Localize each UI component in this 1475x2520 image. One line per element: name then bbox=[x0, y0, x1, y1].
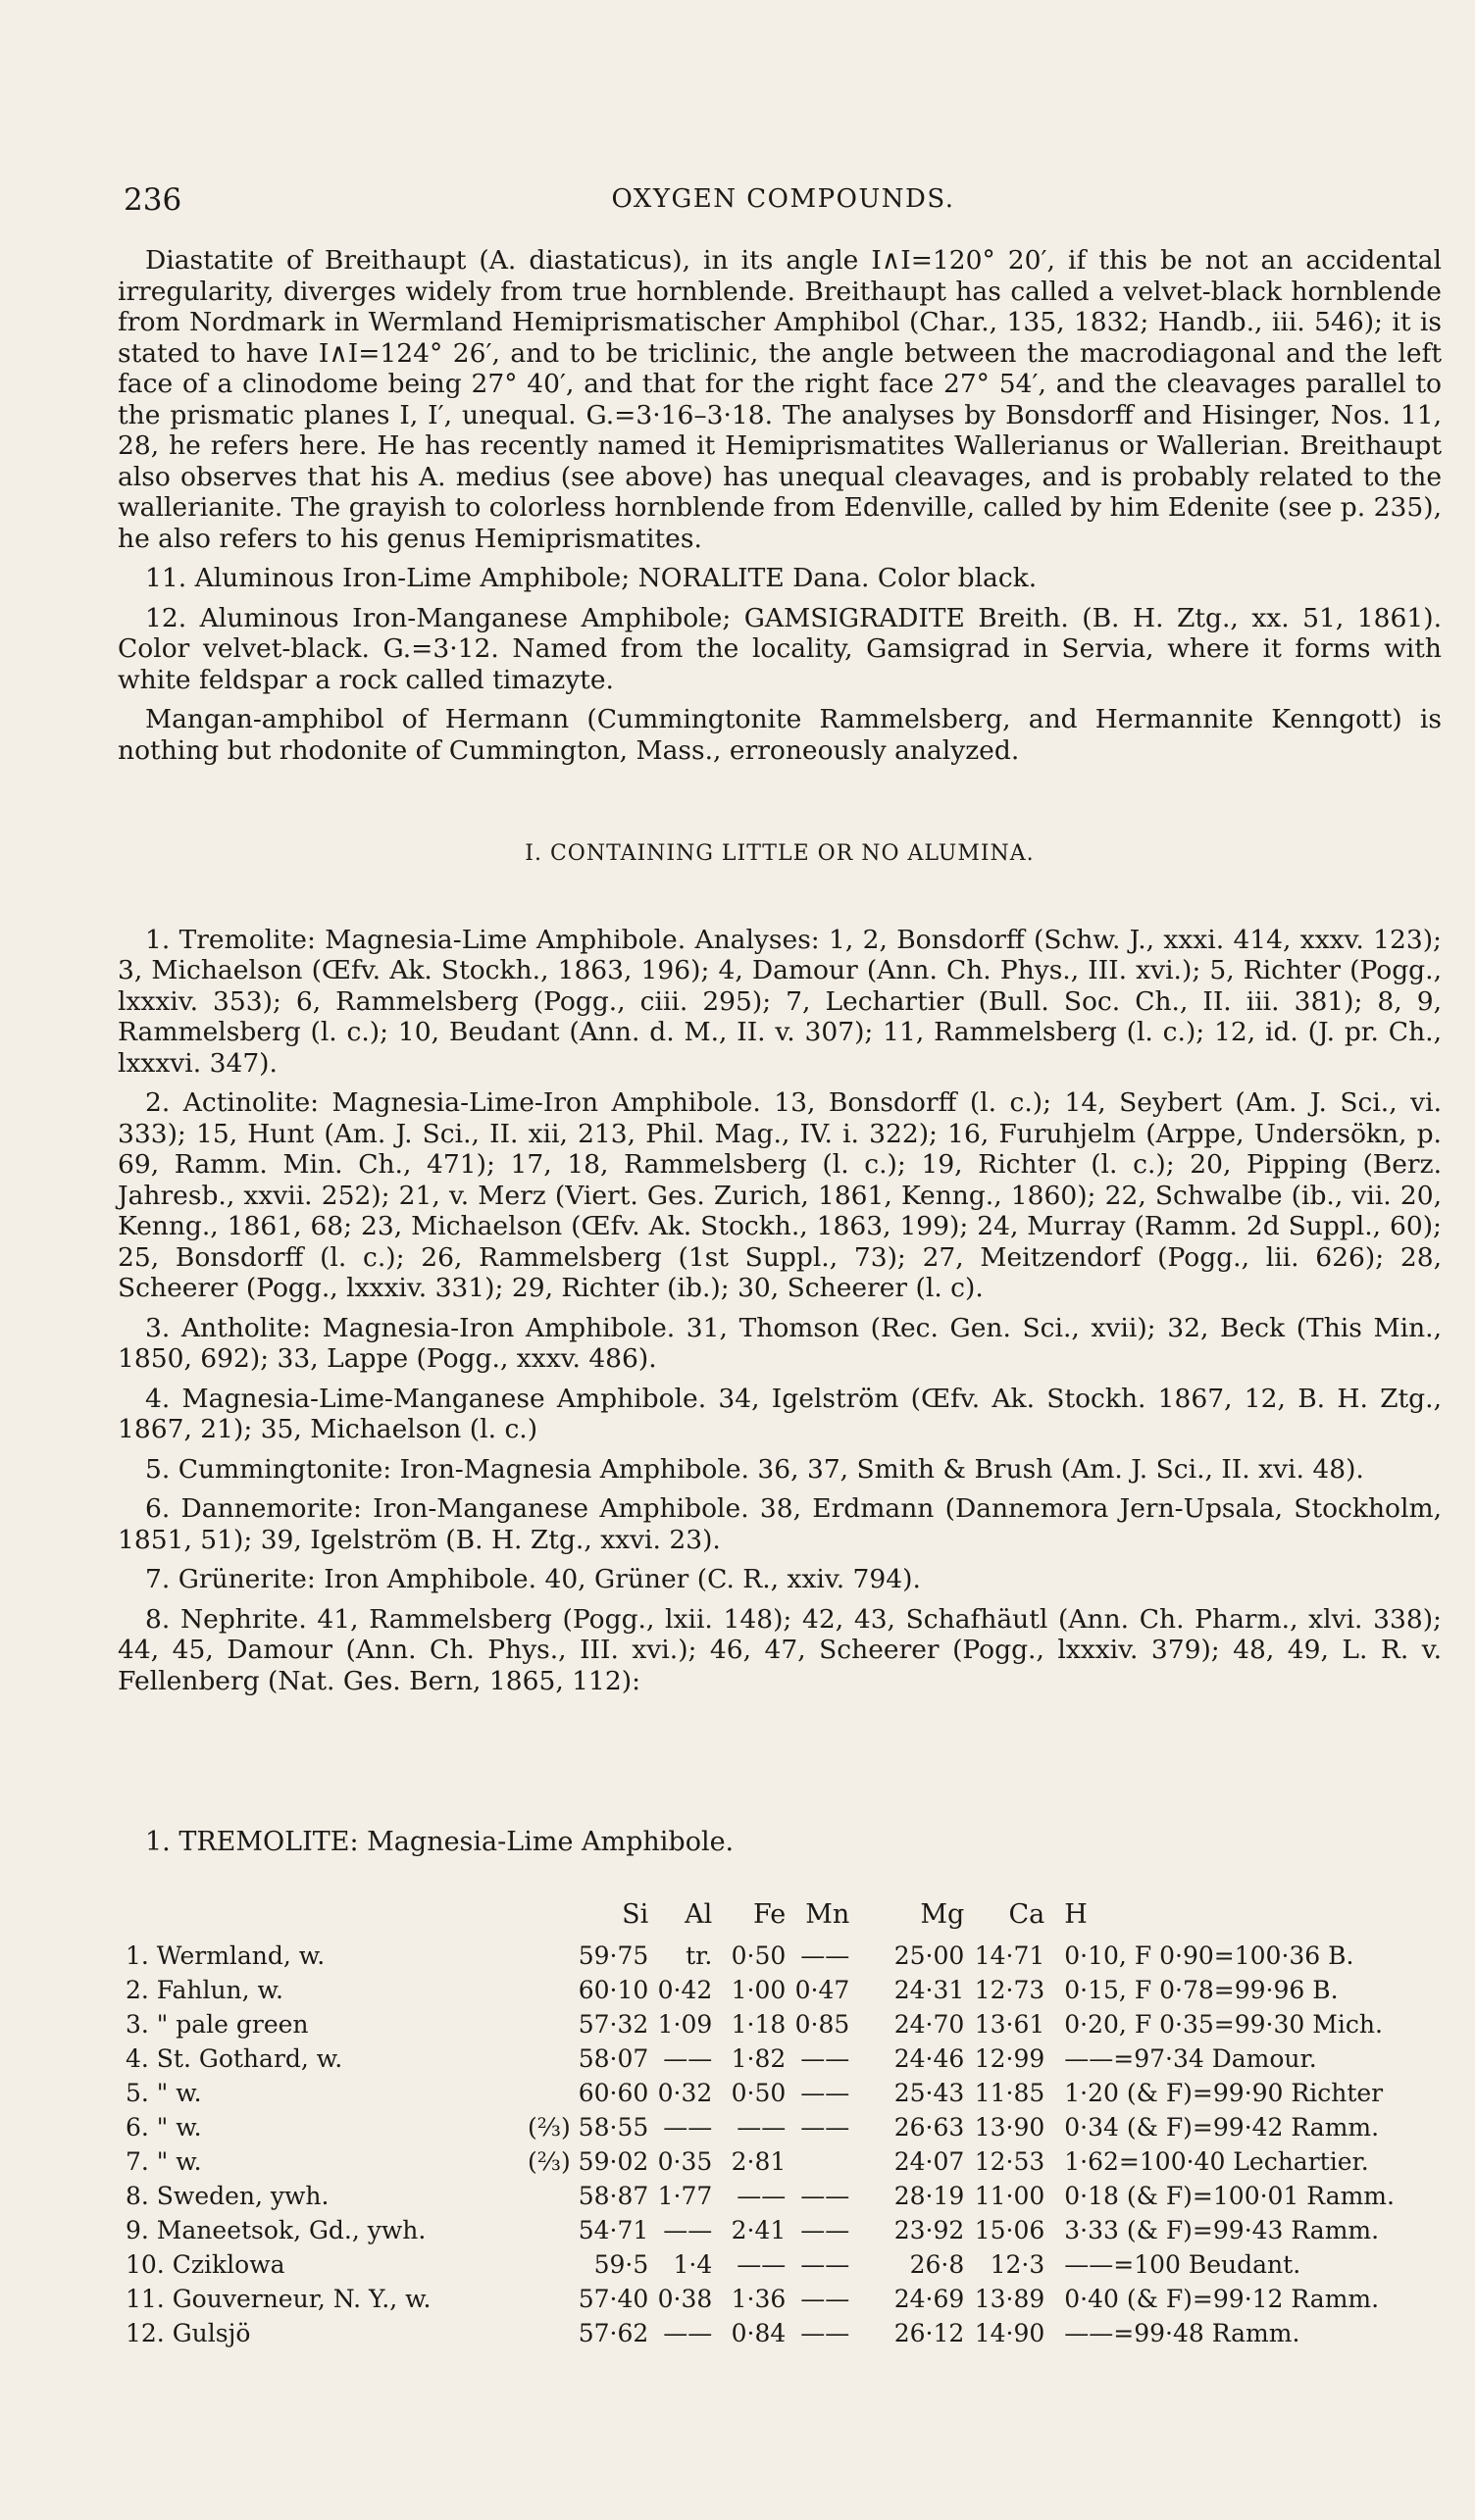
table-row bbox=[126, 2179, 1447, 2213]
table-row bbox=[126, 2282, 1447, 2316]
table-cell: 57·32 bbox=[578, 2010, 649, 2039]
paragraph-magnesia-lime-manganese-refs: 4. Magnesia-Lime-Manganese Amphibole. 34, Igelström (Œfv. Ak. Stockh. 1867, 12, B. H. Ztg., 1867, 21); 35, Michaelson (l. c.) bbox=[118, 1383, 1442, 1444]
header-cell-ca: Ca bbox=[1008, 1899, 1045, 1930]
table-cell: 5. " w. bbox=[126, 2079, 202, 2107]
table-cell: 15·06 bbox=[974, 2216, 1045, 2244]
table-row bbox=[126, 2076, 1447, 2110]
table-cell: 26·12 bbox=[893, 2319, 965, 2347]
table-cell: 24·31 bbox=[893, 1976, 965, 2004]
table-cell: —— bbox=[800, 2285, 850, 2313]
table-cell: 8. Sweden, ywh. bbox=[126, 2182, 330, 2210]
table-cell: 0·10, F 0·90=100·36 B. bbox=[1064, 1941, 1354, 1970]
table-cell: tr. bbox=[686, 1941, 713, 1970]
table-cell: —— bbox=[800, 1941, 850, 1970]
table-cell: 1·77 bbox=[657, 2182, 713, 2210]
table-cell: 0·84 bbox=[731, 2319, 787, 2347]
table-cell: 23·92 bbox=[893, 2216, 965, 2244]
table-cell: 2·41 bbox=[731, 2216, 787, 2244]
table-cell: —— bbox=[663, 2319, 713, 2347]
table-cell: 24·69 bbox=[893, 2285, 965, 2313]
table-cell: 4. St. Gothard, w. bbox=[126, 2044, 343, 2073]
table-title: 1. TREMOLITE: Magnesia-Lime Amphibole. bbox=[145, 1827, 735, 1857]
table-cell: 0·50 bbox=[731, 2079, 787, 2107]
header-cell-h: H bbox=[1064, 1899, 1088, 1930]
table-cell: —— bbox=[737, 2250, 787, 2279]
table-cell bbox=[786, 2144, 849, 2179]
table-cell: 1·62=100·40 Lechartier. bbox=[1064, 2147, 1369, 2176]
table-cell: 24·07 bbox=[893, 2147, 965, 2176]
table-cell: 0·42 bbox=[657, 1976, 713, 2004]
table-cell: —— bbox=[663, 2216, 713, 2244]
table-cell: 11·00 bbox=[974, 2182, 1045, 2210]
table-cell: 1·09 bbox=[657, 2010, 713, 2039]
table-cell: 1·20 (& F)=99·90 Richter bbox=[1064, 2079, 1384, 2107]
table-body bbox=[126, 1939, 1447, 2350]
table-cell: 0·35 bbox=[657, 2147, 713, 2176]
paragraph-nephrite-refs: 8. Nephrite. 41, Rammelsberg (Pogg., lxii. 148); 42, 43, Schafhäutl (Ann. Ch. Pharm., xlvi. 338); 44, 45, Damour (Ann. Ch. Phys., III. xvi.); 46, 47, Scheerer (Pogg., lxxxiv. 379); 48, 49, L. R. v. Fellenberg (Nat. Ges. Bern, 1865, 112): bbox=[118, 1603, 1442, 1696]
table-cell: ——=100 Beudant. bbox=[1064, 2250, 1301, 2279]
table-cell: 1·36 bbox=[731, 2285, 787, 2313]
table-cell: 2·81 bbox=[731, 2147, 787, 2176]
table-cell: 54·71 bbox=[578, 2216, 649, 2244]
table-cell: 1·00 bbox=[731, 1976, 787, 2004]
table-cell: —— bbox=[663, 2044, 713, 2073]
table-cell: 1·82 bbox=[731, 2044, 787, 2073]
table-cell: —— bbox=[800, 2216, 850, 2244]
table-cell: —— bbox=[800, 2113, 850, 2142]
table-cell: 2. Fahlun, w. bbox=[126, 1976, 283, 2004]
table-cell: 10. Cziklowa bbox=[126, 2250, 285, 2279]
body-text bbox=[118, 245, 1442, 1705]
table-cell: 60·10 bbox=[578, 1976, 649, 2004]
paragraph-antholite-refs: 3. Antholite: Magnesia-Iron Amphibole. 31, Thomson (Rec. Gen. Sci., xvii); 32, Beck (This Min., 1850, 692); 33, Lappe (Pogg., xxxv. 486). bbox=[118, 1312, 1442, 1374]
paragraph-grunerite-refs: 7. Grünerite: Iron Amphibole. 40, Grüner (C. R., xxiv. 794). bbox=[145, 1564, 921, 1594]
table-header-row bbox=[126, 1897, 1447, 1939]
table-cell: 0·40 (& F)=99·12 Ramm. bbox=[1064, 2285, 1380, 2313]
table-cell: 26·63 bbox=[893, 2113, 965, 2142]
table-cell: (⅔) 59·02 bbox=[528, 2147, 649, 2176]
table-cell: 7. " w. bbox=[126, 2147, 202, 2176]
header-cell-si: Si bbox=[622, 1899, 649, 1930]
table-row bbox=[126, 2316, 1447, 2350]
paragraph-actinolite-refs: 2. Actinolite: Magnesia-Lime-Iron Amphibole. 13, Bonsdorff (l. c.); 14, Seybert (Am. J. Sci., vi. 333); 15, Hunt (Am. J. Sci., II. xii, 213, Phil. Mag., IV. i. 322); 16, Furuhjelm (Arppe, Undersökn, p. 69, Ramm. Min. Ch., 471); 17, 18, Rammelsberg (l. c.); 19, Richter (l. c.); 20, Pipping (Berz. Jahresb., xxvii. 252); 21, v. Merz (Viert. Ges. Zurich, 1861, Kenng., 1860); 22, Schwalbe (ib., vii. 20, Kenng., 1861, 68; 23, Michaelson (Œfv. Ak. Stockh., 1863, 199); 24, Murray (Ramm. 2d Suppl., 60); 25, Bonsdorff (l. c.); 26, Rammelsberg (1st Suppl., 73); 27, Meitzendorf (Pogg., lii. 626); 28, Scheerer (Pogg., lxxxiv. 331); 29, Richter (ib.); 30, Scheerer (l. c). bbox=[118, 1087, 1442, 1303]
table-row bbox=[126, 2144, 1447, 2179]
table-cell: 0·32 bbox=[657, 2079, 713, 2107]
table-cell: 11. Gouverneur, N. Y., w. bbox=[126, 2285, 432, 2313]
table-cell: 11·85 bbox=[974, 2079, 1045, 2107]
header-cell-locality bbox=[126, 1897, 528, 1939]
running-title: OXYGEN COMPOUNDS. bbox=[611, 184, 955, 214]
table-cell: 59·5 bbox=[593, 2250, 649, 2279]
table-cell: 58·87 bbox=[578, 2182, 649, 2210]
table-cell: 58·07 bbox=[578, 2044, 649, 2073]
table-cell: 25·43 bbox=[893, 2079, 965, 2107]
table-cell: 0·85 bbox=[794, 2010, 850, 2039]
table-cell: 0·47 bbox=[794, 1976, 850, 2004]
table-cell: 24·70 bbox=[893, 2010, 965, 2039]
paragraph-dannemorite-refs: 6. Dannemorite: Iron-Manganese Amphibole. 38, Erdmann (Dannemora Jern-Upsala, Stockholm, 1851, 51); 39, Igelström (B. H. Ztg., xxvi. 23). bbox=[118, 1493, 1442, 1555]
table-cell: 9. Maneetsok, Gd., ywh. bbox=[126, 2216, 427, 2244]
table-cell: 0·15, F 0·78=99·96 B. bbox=[1064, 1976, 1339, 2004]
table-cell: 14·71 bbox=[974, 1941, 1045, 1970]
table-cell: 28·19 bbox=[893, 2182, 965, 2210]
table-cell: 0·18 (& F)=100·01 Ramm. bbox=[1064, 2182, 1395, 2210]
table-cell: —— bbox=[800, 2182, 850, 2210]
table-cell: 13·90 bbox=[974, 2113, 1045, 2142]
table-cell: ——=97·34 Damour. bbox=[1064, 2044, 1317, 2073]
table-row bbox=[126, 2247, 1447, 2282]
table-cell: 26·8 bbox=[909, 2250, 965, 2279]
table-cell: 12·53 bbox=[974, 2147, 1045, 2176]
header-cell-mn: Mn bbox=[805, 1899, 850, 1930]
table-cell: 13·89 bbox=[974, 2285, 1045, 2313]
table-row bbox=[126, 1973, 1447, 2007]
table-cell: (⅔) 58·55 bbox=[528, 2113, 649, 2142]
table-cell: —— bbox=[737, 2182, 787, 2210]
table-cell: —— bbox=[737, 2113, 787, 2142]
table-cell: 3·33 (& F)=99·43 Ramm. bbox=[1064, 2216, 1380, 2244]
paragraph-cummingtonite-refs: 5. Cummingtonite: Iron-Magnesia Amphibole. 36, 37, Smith & Brush (Am. J. Sci., II. xvi. 48). bbox=[145, 1453, 1364, 1485]
header-cell-mg: Mg bbox=[920, 1899, 965, 1930]
table-cell: 0·38 bbox=[657, 2285, 713, 2313]
tremolite-analyses-table bbox=[126, 1897, 1447, 2350]
table-cell: 14·90 bbox=[974, 2319, 1045, 2347]
table-cell: 12·73 bbox=[974, 1976, 1045, 2004]
page-header bbox=[124, 182, 1443, 222]
paragraph-gamsigradite: 12. Aluminous Iron-Manganese Amphibole; GAMSIGRADITE Breith. (B. H. Ztg., xx. 51, 1861). Color velvet-black. G.=3·12. Named from the locality, Gamsigrad in Servia, where it forms with white feldspar a rock called timazyte. bbox=[118, 602, 1442, 695]
table-cell: 60·60 bbox=[578, 2079, 649, 2107]
table-row bbox=[126, 2007, 1447, 2041]
table-cell: —— bbox=[800, 2079, 850, 2107]
table-cell: 12·3 bbox=[990, 2250, 1045, 2279]
table-cell: 0·50 bbox=[731, 1941, 787, 1970]
table-cell: 13·61 bbox=[974, 2010, 1045, 2039]
table-row bbox=[126, 1939, 1447, 1973]
header-cell-al: Al bbox=[685, 1899, 713, 1930]
section-heading: I. CONTAINING LITTLE OR NO ALUMINA. bbox=[525, 841, 1035, 866]
table-cell: 1. Wermland, w. bbox=[126, 1941, 326, 1970]
table-cell: —— bbox=[800, 2319, 850, 2347]
table-cell: 3. " pale green bbox=[126, 2010, 309, 2039]
table-cell: —— bbox=[663, 2113, 713, 2142]
table-cell: 0·34 (& F)=99·42 Ramm. bbox=[1064, 2113, 1380, 2142]
table-cell: 6. " w. bbox=[126, 2113, 202, 2142]
paragraph-diastatite: Diastatite of Breithaupt (A. diastaticus), in its angle I∧I=120° 20′, if this be not an accidental irregularity, diverges widely from true hornblende. Breithaupt has called a velvet-black hornblende from Nordmark in Wermland Hemiprismatischer Amphibol (Char., 135, 1832; Handb., iii. 546); it is stated to have I∧I=124° 26′, and to be triclinic, the angle between the macrodiagonal and the left face of a clinodome being 27° 40′, and that for the right face 27° 54′, and the cleavages parallel to the prismatic planes I, I′, unequal. G.=3·16–3·18. The analyses by Bonsdorff and Hisinger, Nos. 11, 28, he refers here. He has recently named it Hemiprismatites Wallerianus or Wallerian. Breithaupt also observes that his A. medius (see above) has unequal cleavages, and is probably related to the wallerianite. The grayish to colorless hornblende from Edenville, called by him Edenite (see p. 235), he also refers to his genus Hemiprismatites. bbox=[118, 245, 1442, 554]
table-row bbox=[126, 2110, 1447, 2144]
table-cell: 57·40 bbox=[578, 2285, 649, 2313]
table-row bbox=[126, 2041, 1447, 2076]
header-cell-fe: Fe bbox=[753, 1899, 787, 1930]
table-cell: —— bbox=[800, 2250, 850, 2279]
table-cell: 1·4 bbox=[673, 2250, 713, 2279]
table-cell: 12. Gulsjö bbox=[126, 2319, 251, 2347]
paragraph-mangan-amphibol: Mangan-amphibol of Hermann (Cummingtonite Rammelsberg, and Hermannite Kenngott) is nothing but rhodonite of Cummington, Mass., erroneously analyzed. bbox=[118, 704, 1442, 766]
paragraph-tremolite-refs: 1. Tremolite: Magnesia-Lime Amphibole. Analyses: 1, 2, Bonsdorff (Schw. J., xxxi. 414, xxxv. 123); 3, Michaelson (Œfv. Ak. Stockh., 1863, 196); 4, Damour (Ann. Ch. Phys., III. xvi.); 5, Richter (Pogg., lxxxiv. 353); 6, Rammelsberg (Pogg., ciii. 295); 7, Lechartier (Bull. Soc. Ch., II. iii. 381); 8, 9, Rammelsberg (l. c.); 10, Beudant (Ann. d. M., II. v. 307); 11, Rammelsberg (l. c.); 12, id. (J. pr. Ch., lxxxvi. 347). bbox=[118, 924, 1442, 1079]
table-cell: 0·20, F 0·35=99·30 Mich. bbox=[1064, 2010, 1383, 2039]
table-cell: 12·99 bbox=[974, 2044, 1045, 2073]
table-cell: 57·62 bbox=[578, 2319, 649, 2347]
table-row bbox=[126, 2213, 1447, 2247]
table-cell: 1·18 bbox=[731, 2010, 787, 2039]
table-cell: 25·00 bbox=[893, 1941, 965, 1970]
table-cell: 59·75 bbox=[578, 1941, 649, 1970]
page-number: 236 bbox=[124, 182, 182, 218]
table-cell: 24·46 bbox=[893, 2044, 965, 2073]
table-cell: —— bbox=[800, 2044, 850, 2073]
paragraph-noralite: 11. Aluminous Iron-Lime Amphibole; NORALITE Dana. Color black. bbox=[145, 563, 1038, 593]
table-cell: ——=99·48 Ramm. bbox=[1064, 2319, 1300, 2347]
